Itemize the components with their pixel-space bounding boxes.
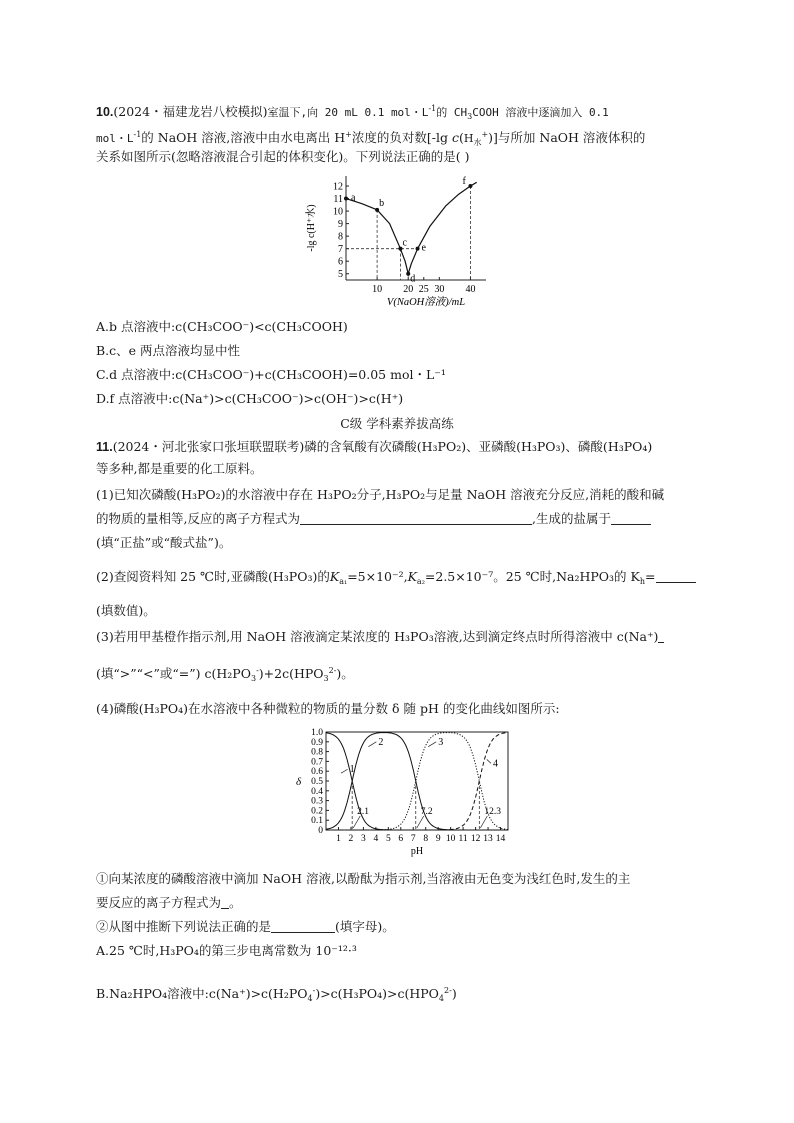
phosphate-distribution-chart <box>290 726 520 862</box>
series-label-4: 4 <box>493 758 499 770</box>
y-tick-label: 5 <box>338 269 343 281</box>
x-tick-label: 13 <box>483 834 493 844</box>
section-heading: C级 学科素养拔高练 <box>340 416 454 431</box>
series-label-1: 1 <box>349 764 355 776</box>
q10-line-3: 关系如图所示(忽略溶液混合引起的体积变化)。下列说法正确的是( ) <box>96 149 470 164</box>
annotation-leader-1 <box>353 816 360 828</box>
x-tick-label: 1 <box>336 834 341 844</box>
y-tick-label: 0.3 <box>311 796 323 807</box>
q11-sub1-line2: 要反应的离子方程式为 。 <box>96 895 242 910</box>
x-tick-label: 10 <box>372 284 383 295</box>
y-tick-label: 0.5 <box>311 777 323 787</box>
series-4 <box>326 733 508 831</box>
q11-part1-line2: 的物质的量相等,反应的离子方程式为 ,生成的盐属于 <box>96 510 706 528</box>
x-tick-label: 25 <box>418 284 429 295</box>
q10-option-b: B.c、e 两点溶液均显中性 <box>96 343 241 358</box>
y-tick-label: 9 <box>338 219 343 231</box>
y-axis-label: -lg c(H⁺水) <box>306 204 317 252</box>
x-tick-label: 14 <box>495 834 506 844</box>
q11-line-2: 等多种,都是重要的化工原料。 <box>96 461 263 476</box>
x-tick-label: 6 <box>398 834 404 844</box>
y-tick-label: 12 <box>333 181 343 193</box>
x-tick-label: 11 <box>458 834 468 844</box>
point-label-a: a <box>351 192 356 204</box>
answer-blank-kh[interactable] <box>656 570 696 583</box>
point-label-b: b <box>379 197 385 209</box>
point-a <box>344 197 348 201</box>
series-leader-3 <box>428 742 436 747</box>
y-axis-label: δ <box>296 776 302 788</box>
q10-line-2: mol・$L^{-1}$的 NaOH 溶液,溶液中由水电离出 H+浓度的负对数[-lg $c(H_水^+)$]与所加 NaOH 溶液体积的 <box>96 130 646 147</box>
series-leader-4 <box>487 759 491 763</box>
x-tick-label: 4 <box>373 834 379 844</box>
q11-option-a: A.25 ℃时,H₃PO₄的第三步电离常数为 10⁻¹²·³ <box>96 943 357 958</box>
x-tick-label: 7 <box>410 834 416 844</box>
q10-number: 10. <box>96 105 114 119</box>
point-e <box>416 247 420 251</box>
q11-part3-line2: (填“>”“<”或“=”) $c(H_2PO_3^-)+2c(HPO_3^{2-})$。 <box>96 666 354 683</box>
point-f <box>468 184 472 188</box>
plot-frame <box>326 732 508 830</box>
q10-option-a: A.b 点溶液中:c(CH₃COO⁻)<c(CH₃COOH) <box>96 319 348 334</box>
q11-number: 11. <box>96 440 113 454</box>
q11-option-b: B.Na₂HPO₄溶液中$:c(Na^+)>c(H_2PO_4^-)>c(H_3PO_4)>c(HPO_4^{2-})$ <box>96 986 457 1003</box>
q11-part1-line1: (1)已知次磷酸(H₃PO₂)的水溶液中存在 H₃PO₂分子,H₃PO₂与足量 NaOH 溶液充分反应,消耗的酸和碱 <box>96 487 665 502</box>
point-label-e: e <box>421 242 427 254</box>
q11-part3-line1: (3)若用甲基橙作指示剂,用 NaOH 溶液滴定某浓度的 H₃PO₃溶液,达到滴定终点时所得溶液中 c(Na⁺) <box>96 628 706 646</box>
y-tick-label: 11 <box>333 194 343 206</box>
point-label-d: d <box>410 273 416 285</box>
series-2 <box>326 733 508 830</box>
point-label-f: f <box>462 176 466 188</box>
series-label-2: 2 <box>378 736 384 748</box>
annotation-leader-3 <box>480 816 487 828</box>
y-tick-label: 0.2 <box>311 806 323 817</box>
y-tick-label: 6 <box>338 256 343 268</box>
y-tick-label: 0.8 <box>311 747 323 758</box>
q11-sub2: ②从图中推断下列说法正确的是 (填字母)。 <box>96 919 395 934</box>
answer-blank-salt-type[interactable] <box>611 512 651 525</box>
annotation-leader-2 <box>417 816 424 828</box>
y-tick-label: 0.6 <box>311 767 323 778</box>
x-tick-label: 8 <box>423 834 429 844</box>
series-leader-2 <box>368 742 376 747</box>
y-tick-label: 0.7 <box>311 757 323 768</box>
q11-part2-line1: (2)查阅资料知 25 ℃时,亚磷酸(H₃PO₃)的$K_{a_1}=5\times 10^{-2},K_{a_2}=2.5\times 10^{-7}$。25 ℃时,Na₂HPO₃的 $K_h=$ <box>96 568 706 591</box>
series-1 <box>326 733 508 830</box>
series-label-3: 3 <box>438 736 444 748</box>
x-tick-label: 40 <box>465 284 476 295</box>
series-leader-1 <box>341 769 348 773</box>
answer-blank-compare[interactable] <box>658 630 664 643</box>
x-tick-label: 9 <box>435 834 441 844</box>
x-tick-label: 30 <box>434 284 445 295</box>
q11-part4: (4)磷酸(H₃PO₄)在水溶液中各种微粒的物质的量分数 δ 随 pH 的变化曲线如图所示: <box>96 701 560 716</box>
x-axis-label: V(NaOH溶液)/mL <box>386 297 466 308</box>
x-tick-label: 3 <box>361 834 366 844</box>
annotation-1: 2.1 <box>357 807 370 817</box>
annotation-2: 7.2 <box>420 807 433 817</box>
y-tick-label: 1.0 <box>311 728 323 738</box>
y-tick-label: 0.4 <box>311 786 323 797</box>
answer-blank-letter[interactable] <box>271 920 335 933</box>
q10-option-d: D.f 点溶液中:c(Na⁺)>c(CH₃COO⁻)>c(OH⁻)>c(H⁺) <box>96 391 404 406</box>
point-label-c: c <box>402 237 407 249</box>
q11-sub1-line1: ①向某浓度的磷酸溶液中滴加 NaOH 溶液,以酚酞为指示剂,当溶液由无色变为浅红色时,发生的主 <box>96 871 631 886</box>
q11-part1-line3: (填“正盐”或“酸式盐”)。 <box>96 535 232 550</box>
titration-chart <box>300 168 500 308</box>
x-axis-label: pH <box>410 846 424 857</box>
x-tick-label: 5 <box>385 834 391 844</box>
q10-source: (2024・福建龙岩八校模拟) <box>113 104 268 119</box>
x-tick-label: 2 <box>348 834 354 844</box>
y-tick-label: 7 <box>338 244 343 256</box>
x-tick-label: 20 <box>403 284 414 295</box>
x-tick-label: 10 <box>445 834 456 844</box>
series-3 <box>326 733 508 830</box>
answer-blank-ionic-equation[interactable] <box>221 896 229 909</box>
y-tick-label: 0.1 <box>311 816 323 827</box>
series-curve <box>346 182 477 273</box>
q11-line-1: 11.(2024・河北张家口张垣联盟联考)磷的含氧酸有次磷酸(H₃PO₂)、亚磷酸(H₃PO₃)、磷酸(H₃PO₄) <box>96 439 653 454</box>
q10-line-1: 10.(2024・福建龙岩八校模拟)室温下,向 20 mL 0.1 mol・$L^{-1}$的 $CH_3COOH$ 溶液中逐滴加入 0.1 <box>96 104 609 121</box>
y-tick-label: 10 <box>333 206 343 218</box>
y-tick-label: 0.9 <box>311 737 323 748</box>
q10-option-c: C.d 点溶液中:c(CH₃COO⁻)+c(CH₃COOH)=0.05 mol・L⁻¹ <box>96 367 446 382</box>
y-tick-label: 0 <box>318 826 323 836</box>
y-tick-label: 8 <box>338 231 343 243</box>
answer-blank-equation[interactable] <box>300 512 532 525</box>
q11-part2-line2: (填数值)。 <box>96 603 156 618</box>
x-tick-label: 12 <box>470 834 481 844</box>
annotation-3: 12.3 <box>484 807 501 817</box>
q11-source: (2024・河北张家口张垣联盟联考) <box>112 439 305 454</box>
